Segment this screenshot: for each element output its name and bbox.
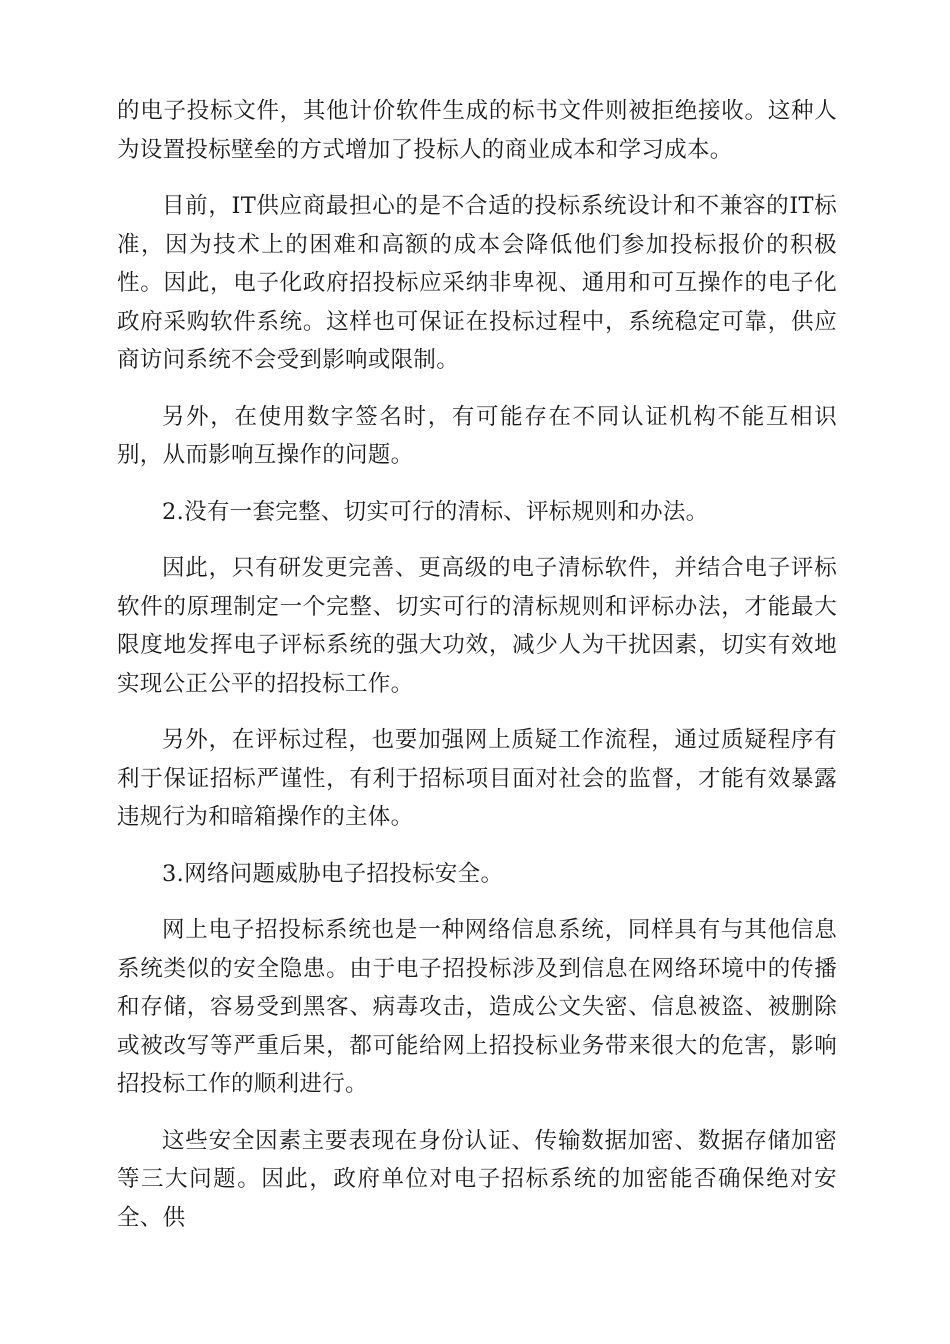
section-heading-2: 2.没有一套完整、切实可行的清标、评标规则和办法。 [162,498,709,525]
paragraph-clearing-software: 因此，只有研发更完善、更高级的电子清标软件，并结合电子评标软件的原理制定一个完整、切实可行的清标规则和评标办法，才能最大限度地发挥电子评标系统的强大功效，减少人为干扰因素，切实有效地实现公正公平的招投标工作。 [117,555,837,697]
paragraph-online-query: 另外，在评标过程，也要加强网上质疑工作流程，通过质疑程序有利于保证招标严谨性，有利于招标项目面对社会的监督，才能有效暴露违规行为和暗箱操作的主体。 [117,727,837,830]
paragraph-digital-signature: 另外，在使用数字签名时，有可能存在不同认证机构不能互相识别，从而影响互操作的问题。 [117,403,837,468]
paragraph-it-suppliers: 目前，IT供应商最担心的是不合适的投标系统设计和不兼容的IT标准，因为技术上的困难和高额的成本会降低他们参加投标报价的积极性。因此，电子化政府招投标应采纳非卑视、通用和可互操作的电子化政府采购软件系统。这样也可保证在投标过程中，系统稳定可靠，供应商访问系统不会受到影响或限制。 [117,193,837,373]
document-body [117,92,837,1255]
paragraph-network-security: 网上电子招投标系统也是一种网络信息系统，同样具有与其他信息系统类似的安全隐患。由于电子招投标涉及到信息在网络环境中的传播和存储，容易受到黑客、病毒攻击，造成公文失密、信息被盗、被删除或被改写等严重后果，都可能给网上招投标业务带来很大的危害，影响招投标工作的顺利进行。 [117,917,837,1097]
paragraph-security-factors: 这些安全因素主要表现在身份认证、传输数据加密、数据存储加密等三大问题。因此，政府单位对电子招标系统的加密能否确保绝对安全、供 [117,1127,837,1231]
section-heading-3: 3.网络问题威胁电子招投标安全。 [162,860,504,887]
paragraph-continuation: 的电子投标文件，其他计价软件生成的标书文件则被拒绝接收。这种人为设置投标壁垒的方式增加了投标人的商业成本和学习成本。 [117,98,837,163]
